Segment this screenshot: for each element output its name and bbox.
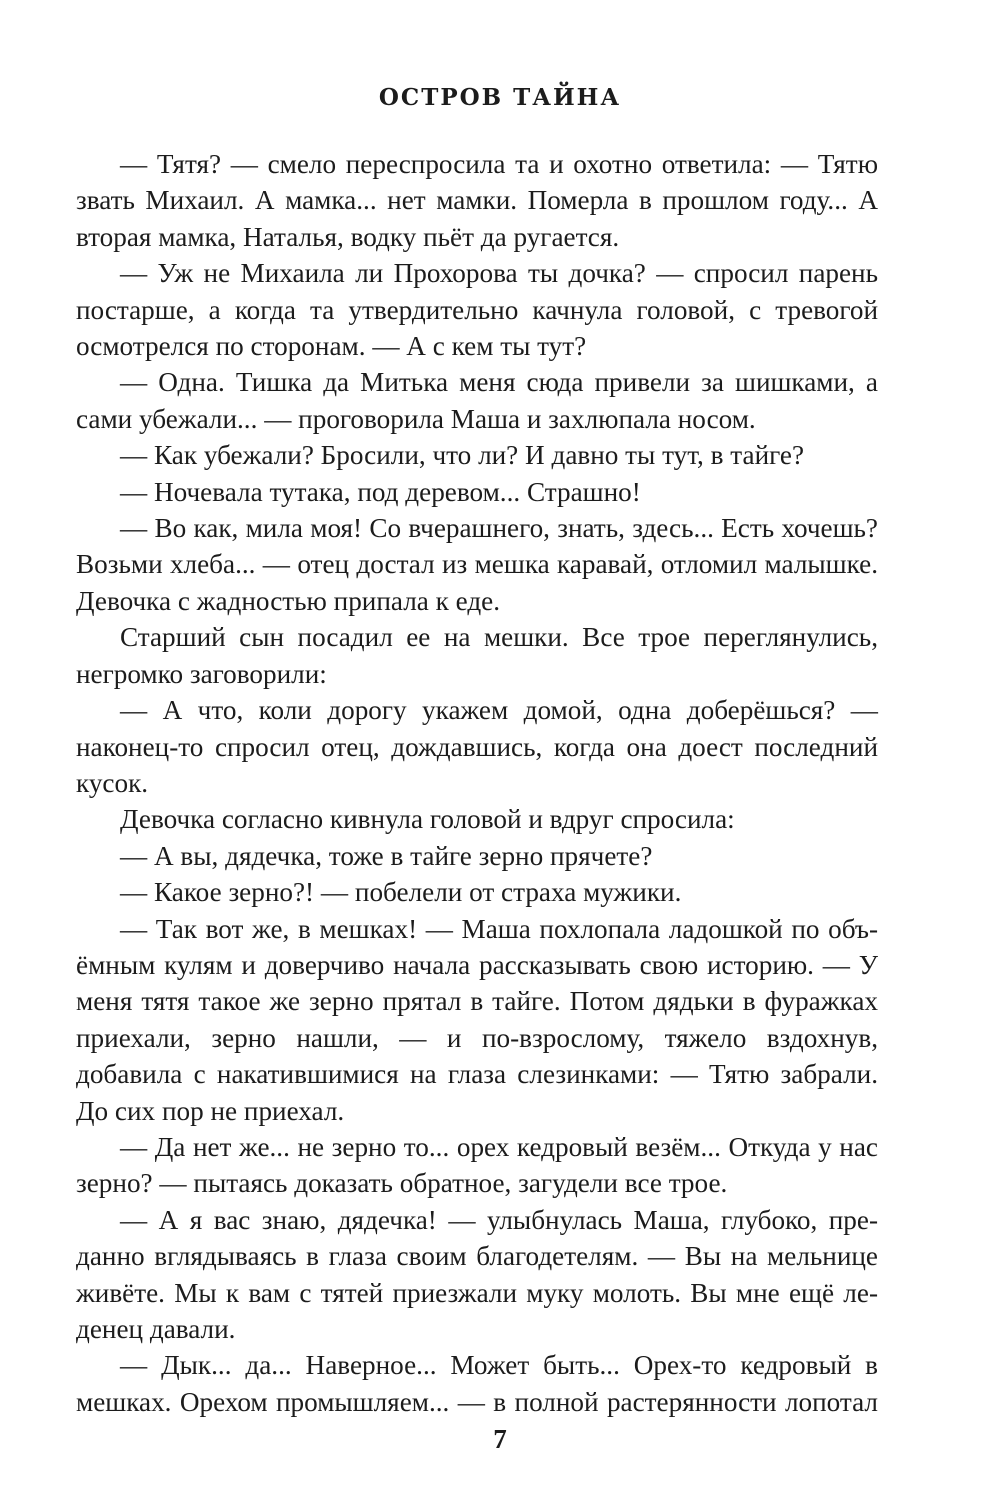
paragraph: — А что, коли дорогу укажем домой, одна доберёшься? — наконец-то спросил отец, дождавшись, когда она доест последний кусок. — [76, 695, 878, 798]
paragraph: — Как убежали? Бросили, что ли? И давно ты тут, в тайге? — [120, 440, 805, 471]
paragraph: — Какое зерно?! — побелели от страха мужики. — [120, 877, 682, 908]
paragraph: — Да нет же... не зерно то... орех кедровый везём... Откуда у нас зерно? — пытаясь доказать обратное, загудели все трое. — [76, 1131, 878, 1199]
paragraph: — Так вот же, в мешках! — Маша похлопала ладошкой по объёмным кулям и доверчиво начала рассказывать свою историю. — У меня тятя такое же зерно прятал в тайге. Потом дядьки в фуражках приехали, зерно нашли, — и по-взрослому, тяжело вздохнув, добавила с накатившимися на глаза слезинками: — Тятю забрали. До сих пор не приехал. — [76, 913, 878, 1126]
paragraph: — А вы, дядечка, тоже в тайге зерно прячете? — [120, 840, 653, 871]
paragraph: — Во как, мила моя! Со вчерашнего, знать, здесь... Есть хочешь? Возьми хлеба... — отец достал из мешка каравай, отломил малышке. Девочка с жадностью припала к еде. — [76, 513, 878, 616]
page-number: 7 — [493, 1424, 507, 1454]
text-body — [76, 146, 878, 1420]
paragraph: Старший сын посадил ее на мешки. Все трое переглянулись, негромко заговорили: — [76, 622, 878, 689]
paragraph: — Уж не Михаила ли Прохорова ты дочка? — спросил парень постарше, а когда та утвердительно качнула головой, с тревогой осмотрелся по сторонам. — А с кем ты тут? — [76, 258, 878, 362]
paragraph-continued: — Дык... да... Наверное... Может быть... Орех-то кедровый в мешках. Орехом промышляем... — в полной растерянности лопотал — [76, 1350, 878, 1417]
paragraph: — Одна. Тишка да Митька меня сюда привели за шишками, а сами убежали... — проговорила Маша и захлюпала носом. — [76, 367, 878, 434]
running-header-title: ОСТРОВ ТАЙНА — [378, 84, 622, 111]
paragraph: — Ночевала тутака, под деревом... Страшно! — [120, 476, 641, 507]
paragraph: Девочка согласно кивнула головой и вдруг спросила: — [120, 804, 735, 835]
paragraph: — Тятя? — смело переспросила та и охотно ответила: — Тятю звать Михаил. А мамка... нет мамки. Померла в прошлом году... А вторая мамка, Наталья, водку пьёт да ругается. — [76, 149, 878, 252]
paragraph: — А я вас знаю, дядечка! — улыбнулась Маша, глубоко, преданно вглядываясь в глаза своим благодетелям. — Вы на мельнице живёте. Мы к вам с тятей приезжали муку молоть. Вы мне ещё леденец давали. — [76, 1204, 878, 1344]
